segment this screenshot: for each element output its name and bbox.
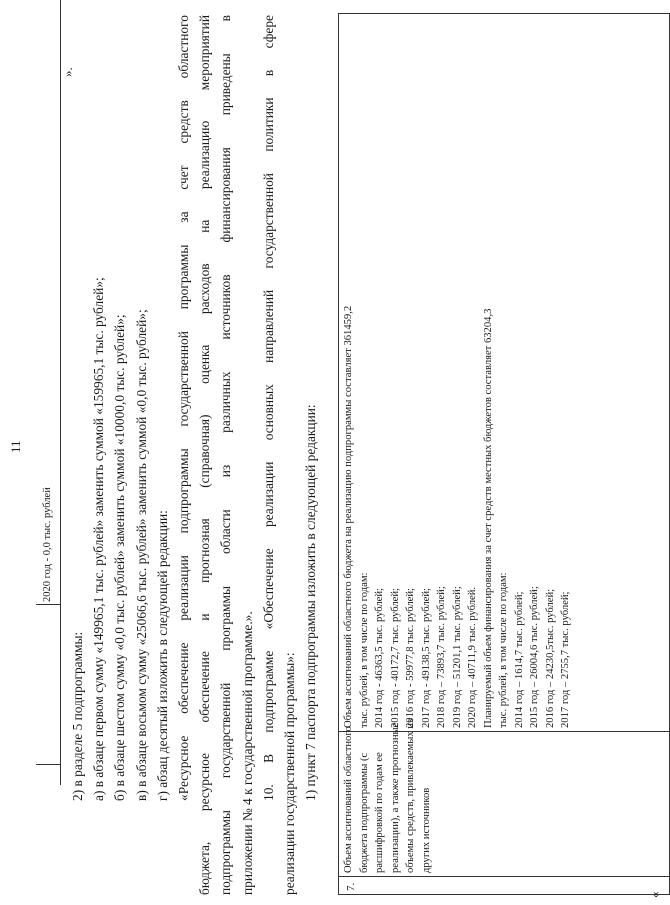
value-line: 2019 год – 51201,1 тыс. рублей; <box>451 586 463 728</box>
page-number: 11 <box>8 440 23 453</box>
value-line: 2015 год – 26004,6 тыс. рублей; <box>529 586 540 728</box>
body-line: бюджета, ресурсное обеспечение и прогнозная (справочная) оценка расходов на реализацию мероприятий <box>197 15 213 895</box>
value-line: 2015 год - 40172,7 тыс. рублей; <box>389 588 401 728</box>
label-line: Объем ассигнований областного <box>343 726 354 873</box>
body-line: 1) пункт 7 паспорта подпрограммы изложить в следующей редакции: <box>303 404 319 801</box>
body-line: приложении № 4 к государственной программе.». <box>239 611 255 895</box>
value-line: Планируемый объем финансирования за счет средств местных бюджетов составляет 63204,3 <box>482 308 494 728</box>
row-number-cell <box>339 876 669 894</box>
row-number: 7. <box>345 882 357 891</box>
label-line: других источников <box>420 787 432 873</box>
body-line: 2) в разделе 5 подпрограммы: <box>70 631 85 801</box>
body-line: «Ресурсное обеспечение реализации подпрограммы государственной программы за счет средств областного <box>176 15 191 801</box>
top-table-row <box>36 0 60 605</box>
row-label-cell <box>339 718 669 877</box>
value-line: 2020 год – 40711,9 тыс. рублей. <box>467 586 478 728</box>
value-line: 2017 год - 49138,5 тыс. рублей; <box>420 588 432 728</box>
top-table-row-text: 2020 год - 0,0 тыс. рублей <box>42 487 53 602</box>
value-line: 2014 год - 46363,5 тыс. рублей; <box>374 588 385 728</box>
value-line: тыс. рублей, в том числе по годам: <box>358 572 370 728</box>
body-line: в) в абзаце восьмом сумму «25066,6 тыс. рублей» заменить суммой «0,0 тыс. рублей»; <box>133 309 149 801</box>
value-line: 2016 год – 24230,5тыс. рублей; <box>544 588 556 728</box>
label-line: бюджета подпрограммы (с <box>358 752 370 873</box>
passport-table <box>338 13 670 898</box>
body-line: реализации государственной программы»: <box>282 652 297 895</box>
value-line: 2014 год – 1614,7 тыс. рублей; <box>513 591 525 728</box>
label-line: объемы средств, привлекаемых из <box>405 718 416 873</box>
body-line: г) абзац десятый изложить в следующей редакции: <box>154 510 170 801</box>
closing-quote: ». <box>60 67 75 77</box>
body-line: подпрограммы государственной программы области из различных источников финансирования приведены в <box>218 15 234 895</box>
body-line: 10. В подпрограмме «Обеспечение реализации основных направлений государственной политики в сфере <box>260 15 276 801</box>
top-table-left-cell <box>36 764 60 785</box>
label-line: расшифровкой по годам ее <box>374 752 385 873</box>
row-value-cell <box>339 14 669 732</box>
table-open-quote: « <box>647 891 662 898</box>
body-line: а) в абзаце первом сумму «149965,1 тыс. рублей» заменить суммой «159965,1 тыс. рублей»; <box>91 277 107 801</box>
value-line: Объем ассигнований областного бюджета на реализацию подпрограммы составляет 361459,2 <box>343 305 354 728</box>
value-line: тыс. рублей, в том числе по годам: <box>498 572 509 728</box>
body-line: б) в абзаце шестом сумму «0,0 тыс. рублей» заменить суммой «10000,0 тыс. рублей»; <box>112 314 128 801</box>
top-table-bottom-border <box>60 0 61 785</box>
value-line: 2017 год – 2755,7 тыс. рублей; <box>560 591 571 728</box>
label-line: реализации), а также прогнозные <box>389 722 401 873</box>
value-line: 2016 год - 59977,8 тыс. рублей; <box>405 588 416 728</box>
value-line: 2018 год – 73893,7 тыс. рублей; <box>436 586 447 728</box>
